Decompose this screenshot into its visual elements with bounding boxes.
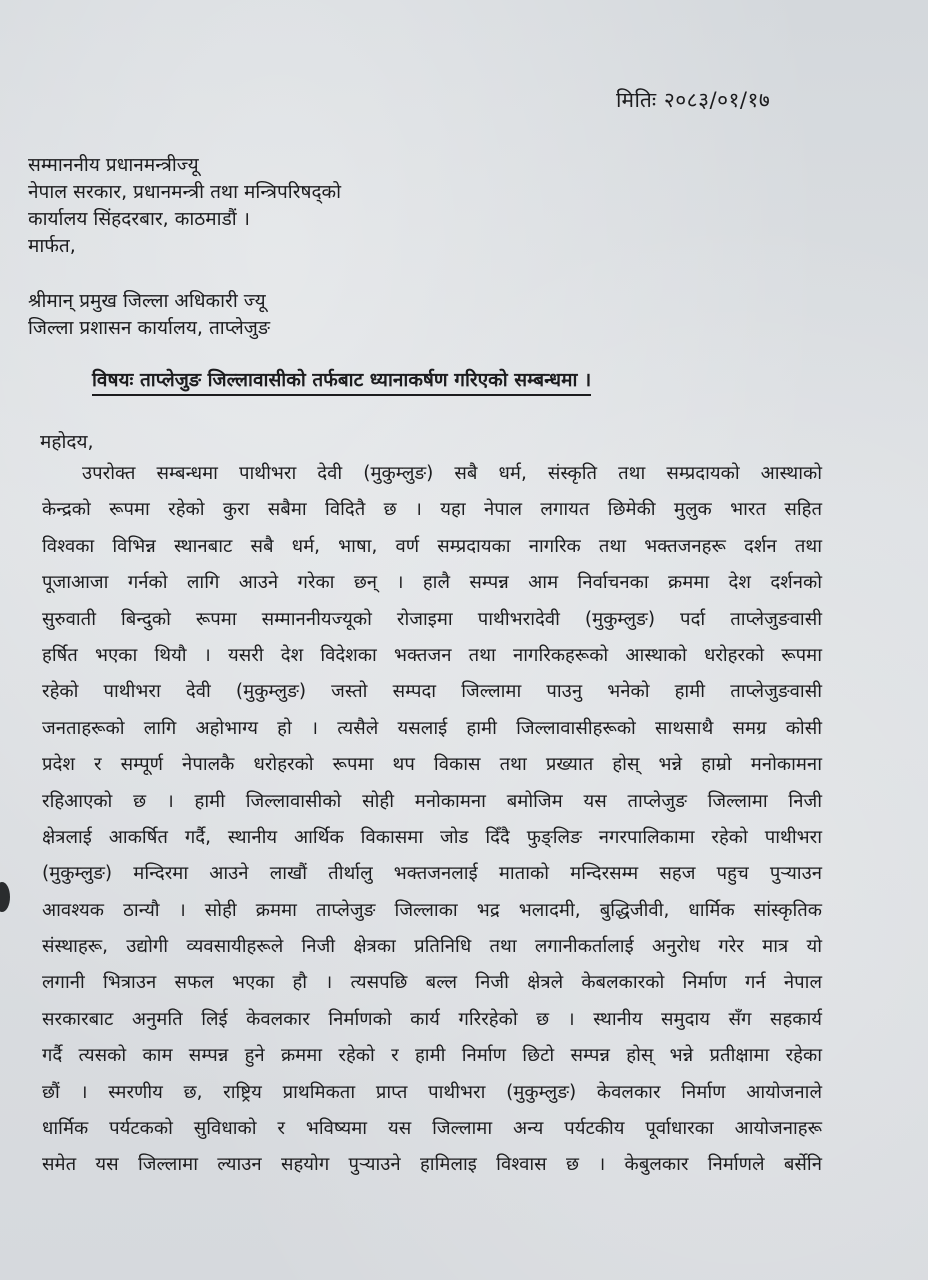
via-line: जिल्ला प्रशासन कार्यालय, ताप्लेजुङ <box>28 317 270 339</box>
body-line: हर्षित भएका थियौ । यसरी देश विदेशका भक्तजन तथा नागरिकहरूको आस्थाको धरोहरको रूपमा <box>42 644 822 666</box>
body-line: लगानी भित्राउन सफल भएका हौ । त्यसपछि बल्ल निजी क्षेत्रले केबलकारको निर्माण गर्न नेपाल <box>42 972 822 994</box>
recipient-line: कार्यालय सिंहदरबार, काठमाडौं । <box>28 208 250 230</box>
body-line: जनताहरूको लागि अहोभाग्य हो । त्यसैले यसलाई हामी जिल्लावासीहरूको साथसाथै समग्र कोसी <box>42 717 822 739</box>
body-line: उपरोक्त सम्बन्धमा पाथीभरा देवी (मुकुम्लुङ) सबै धर्म, संस्कृति तथा सम्प्रदायको आस्थाको <box>82 463 822 484</box>
body-line: प्रदेश र सम्पूर्ण नेपालकै धरोहरको रूपमा थप विकास तथा प्रख्यात होस् भन्ने हाम्रो मनोकामना <box>42 754 822 776</box>
recipient-line: नेपाल सरकार, प्रधानमन्त्री तथा मन्त्रिपरिषद्को <box>28 181 342 203</box>
via-line: श्रीमान् प्रमुख जिल्ला अधिकारी ज्यू <box>28 290 266 312</box>
body-line: सरकारबाट अनुमति लिई केवलकार निर्माणको कार्य गरिरहेको छ । स्थानीय समुदाय सँग सहकार्य <box>42 1008 822 1030</box>
body-line: संस्थाहरू, उद्योगी व्यवसायीहरूले निजी क्षेत्रका प्रतिनिधि तथा लगानीकर्तालाई अनुरोध गरेर मात्र यो <box>42 936 822 958</box>
letter-date: मितिः २०८३/०१/१७ <box>616 88 771 112</box>
letter-body <box>42 456 822 1184</box>
body-line: धार्मिक पर्यटकको सुविधाको र भविष्यमा यस जिल्लामा अन्य पर्यटकीय पूर्वाधारका आयोजनाहरू <box>42 1118 822 1140</box>
body-line: आवश्यक ठान्यौ । सोही क्रममा ताप्लेजुङ जिल्लाका भद्र भलादमी, बुद्धिजीवी, धार्मिक सांस्कृतिक <box>42 899 822 921</box>
recipient-line: मार्फत, <box>28 235 76 257</box>
salutation: महोदय, <box>40 431 94 453</box>
body-line: रहेको पाथीभरा देवी (मुकुम्लुङ) जस्तो सम्पदा जिल्लामा पाउनु भनेको हामी ताप्लेजुङवासी <box>42 681 822 703</box>
body-line: समेत यस जिल्लामा ल्याउन सहयोग पुऱ्याउने हामिलाइ विश्वास छ । केबुलकार निर्माणले बर्सेनि <box>42 1154 822 1176</box>
body-line: सुरुवाती बिन्दुको रूपमा सम्माननीयज्यूको रोजाइमा पाथीभरादेवी (मुकुम्लुङ) पर्दा ताप्लेजुङवासी <box>42 608 822 630</box>
recipient-line: सम्माननीय प्रधानमन्त्रीज्यू <box>28 154 199 176</box>
subject-line: विषयः ताप्लेजुङ जिल्लावासीको तर्फबाट ध्यानाकर्षण गरिएको सम्बन्धमा । <box>92 366 591 396</box>
body-line: (मुकुम्लुङ) मन्दिरमा आउने लाखौं तीर्थालु भक्तजनलाई माताको मन्दिरसम्म सहज पहुच पुऱ्याउन <box>42 863 822 885</box>
body-line: पूजाआजा गर्नको लागि आउने गरेका छन् । हालै सम्पन्न आम निर्वाचनका क्रममा देश दर्शनको <box>42 572 822 594</box>
punch-hole <box>0 882 10 912</box>
via-address <box>28 288 270 342</box>
body-line: केन्द्रको रूपमा रहेको कुरा सबैमा विदितै छ । यहा नेपाल लगायत छिमेकी मुलुक भारत सहित <box>42 499 822 521</box>
body-line: गर्दै त्यसको काम सम्पन्न हुने क्रममा रहेको र हामी निर्माण छिटो सम्पन्न होस् भन्ने प्रतीक्षामा रहेका <box>42 1045 822 1067</box>
body-line: रहिआएको छ । हामी जिल्लावासीको सोही मनोकामना बमोजिम यस ताप्लेजुङ जिल्लामा निजी <box>42 790 822 812</box>
body-line: क्षेत्रलाई आकर्षित गर्दै, स्थानीय आर्थिक विकासमा जोड दिँदै फुङ्लिङ नगरपालिकामा रहेको पाथीभरा <box>42 826 822 848</box>
body-line: विश्वका विभिन्न स्थानबाट सबै धर्म, भाषा, वर्ण सम्प्रदायका नागरिक तथा भक्तजनहरू दर्शन तथा <box>42 535 822 557</box>
body-line: छौं । स्मरणीय छ, राष्ट्रिय प्राथमिकता प्राप्त पाथीभरा (मुकुम्लुङ) केवलकार निर्माण आयोजनाले <box>42 1081 822 1103</box>
recipient-address <box>28 152 341 260</box>
